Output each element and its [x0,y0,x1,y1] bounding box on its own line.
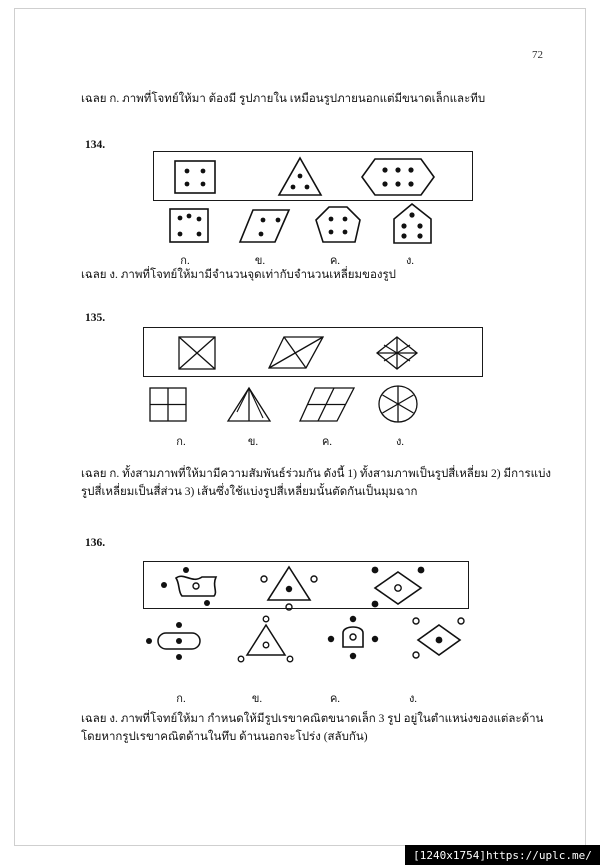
option-134-c[interactable] [313,204,363,248]
answer-explanation-1 [81,91,553,109]
footer-watermark: [1240x1754]https://uplc.me/ [405,845,600,865]
prompt-shape-triangle-3dots [274,155,326,199]
answer-text-4: เฉลย ง. ภาพที่โจทย์ให้มา กำหนดให้มีรูปเรขาคณิตขนาดเล็ก 3 รูป อยู่ในตำแหน่งของแต่ละด้าน โดยหากรูปเรขาคณิตด้านในทึบ ด้านนอกจะโปร่ง (สลับกัน) [81,713,544,743]
option-label-136-c: ค. [329,693,341,705]
prompt-shape-square-4dots [172,158,218,196]
option-label-135-b: ข. [247,436,259,448]
option-135-b[interactable] [225,385,275,425]
prompt-shape-hexagon-6dots [359,156,437,198]
option-136-b[interactable] [235,615,297,663]
question-number-134: 134. [85,139,106,151]
figure-136 [85,561,545,705]
option-135-a[interactable] [147,385,191,425]
page-number: 72 [532,49,543,61]
option-labels-134 [85,251,545,265]
question-number-135: 135. [85,312,106,324]
answer-text-2: เฉลย ง. ภาพที่โจทย์ให้มามีจำนวนจุดเท่ากับจำนวนเหลี่ยมของรูป [81,269,396,281]
prompt-box-136 [143,561,469,609]
option-135-c[interactable] [297,385,357,425]
option-134-a[interactable] [167,206,211,246]
option-label-134-a: ก. [180,255,190,267]
prompt-box-135 [143,327,483,377]
option-label-136-a: ก. [176,693,186,705]
prompt-shape-parallelogram-x [266,334,326,372]
answer-text-3: เฉลย ก. ทั้งสามภาพที่ให้มามีความสัมพันธ์ร่วมกัน ดังนี้ 1) ทั้งสามภาพเป็นรูปสี่เหลี่ยม 2) มีการแบ่งรูปสี่เหลี่ยมเป็นสี่ส่วน 3) เส้นซึ่งใช้แบ่งรูปสี่เหลี่ยมนั้นตัดกันเป็นมุมฉาก [81,468,552,498]
option-label-136-d: ง. [408,693,418,705]
prompt-shape-diamond-cross [374,334,420,372]
prompt-shape-diamond-dots [359,564,437,610]
question-number-136: 136. [85,537,106,549]
option-label-136-b: ข. [251,693,263,705]
paper-sheet [14,8,586,846]
option-label-135-a: ก. [176,436,186,448]
option-label-134-c: ค. [329,255,341,267]
prompt-box-134 [153,151,473,201]
option-labels-136 [85,689,545,703]
option-label-135-d: ง. [395,436,405,448]
answer-explanation-4 [81,711,553,747]
option-136-c[interactable] [321,613,385,663]
figure-134 [85,151,545,266]
option-label-134-b: ข. [254,255,266,267]
answer-explanation-2 [81,267,553,285]
option-136-d[interactable] [403,613,475,661]
option-label-135-c: ค. [321,436,333,448]
option-136-a[interactable] [143,619,213,663]
option-label-134-d: ง. [405,255,415,267]
option-134-d[interactable] [389,201,437,247]
option-134-b[interactable] [237,206,293,246]
prompt-shape-triangle-dots [252,562,326,610]
answer-explanation-3 [81,466,553,502]
option-labels-135 [85,432,545,446]
prompt-shape-square-x [176,334,218,372]
prompt-shape-wavyflag [156,564,230,608]
figure-135 [85,327,545,448]
answer-text-1: เฉลย ก. ภาพที่โจทย์ให้มา ต้องมี รูปภายใน เหมือนรูปภายนอกแต่มีขนาดเล็กและทีบ [81,93,486,105]
option-135-d[interactable] [375,382,421,426]
